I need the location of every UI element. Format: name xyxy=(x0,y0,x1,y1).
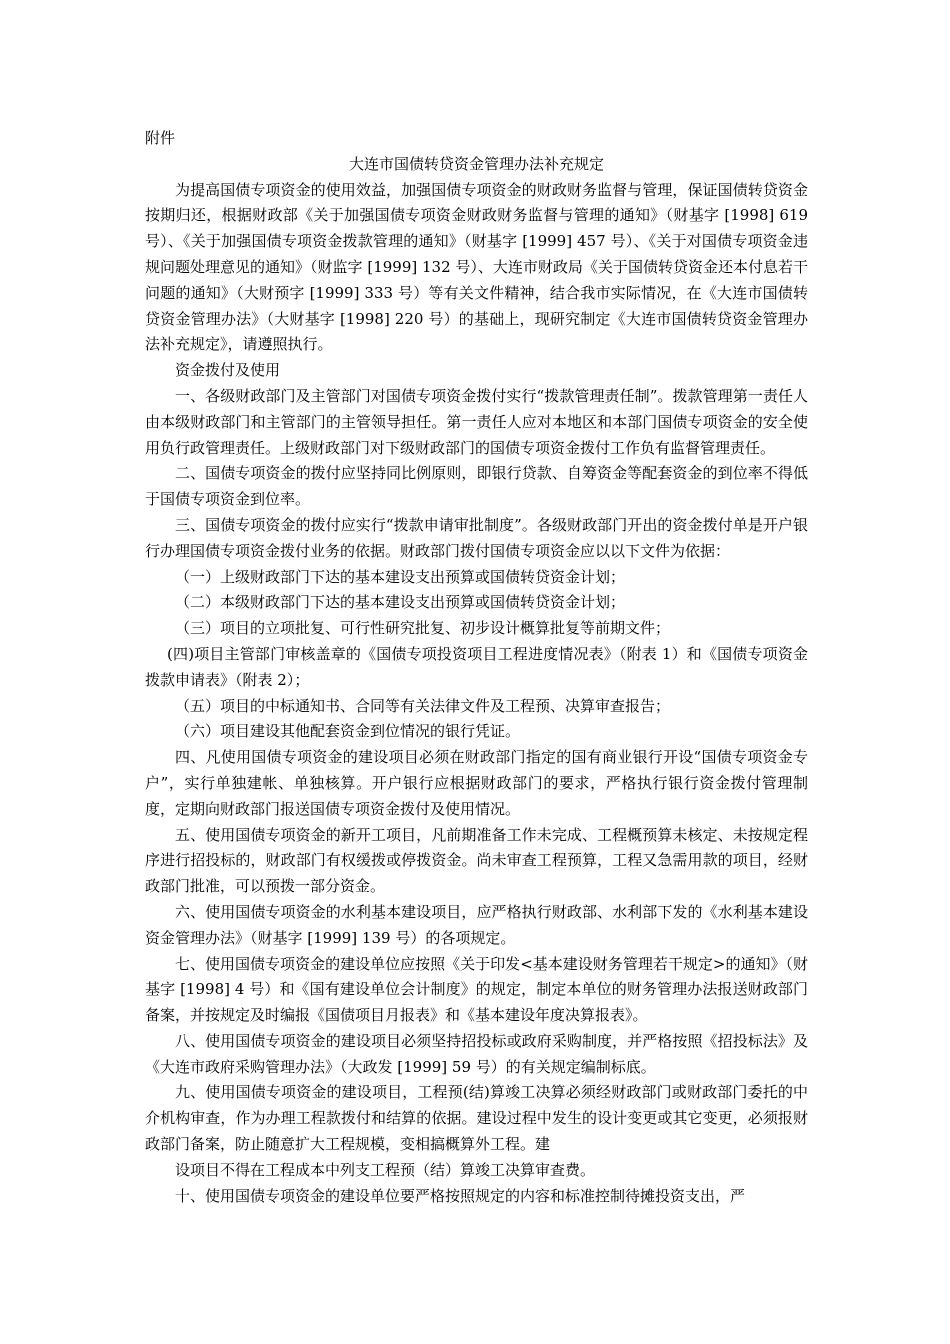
list-item: （一）上级财政部门下达的基本建设支出预算或国债转贷资金计划； xyxy=(175,567,626,586)
clause-10: 十、使用国债专项资金的建设单位要严格按照规定的内容和标准控制待摊投资支出，严 xyxy=(175,1186,746,1205)
list-item: (四)项目主管部门审核盖章的《国债专项投资项目工程进度情况表》（附表 1）和《国债专项资金拨款申请表》（附表 2）； xyxy=(145,644,808,689)
section-heading: 资金拨付及使用 xyxy=(175,361,281,380)
intro-paragraph: 为提高国债专项资金的使用效益，加强国债专项资金的财政财务监督与管理，保证国债转贷资金按期归还，根据财政部《关于加强国债专项资金财政财务监督与管理的通知》（财基字 [1998] 619 号）、《关于加强国债专项资金拨款管理的通知》（财基字 [1999] 457 号）、《关于对国债专项资金违规问题处理意见的通知》（财监字 [1999] 132 号）、大连市财政局《关于国债转贷资金还本付息若干问题的通知》（大财预字 [1999] 333 号）等有关文件精神，结合我市实际情况，在《大连市国债转贷资金管理办法》（大财基字 [1998] 220 号）的基础上，现研究制定《大连市国债转贷资金管理办法补充规定》，请遵照执行。 xyxy=(145,180,808,354)
document-body xyxy=(145,126,808,1209)
clause-8: 八、使用国债专项资金的建设项目必须坚持招投标或政府采购制度，并严格按照《招投标法》及《大连市政府采购管理办法》（大政发 [1999] 59 号）的有关规定编制标底。 xyxy=(145,1031,808,1076)
list-item: （六）项目建设其他配套资金到位情况的银行凭证。 xyxy=(175,722,521,741)
attachment-label: 附件 xyxy=(145,129,176,147)
list-item: （五）项目的中标通知书、合同等有关法律文件及工程预、决算审查报告； xyxy=(175,696,671,715)
clause-6: 六、使用国债专项资金的水利基本建设项目，应严格执行财政部、水利部下发的《水利基本建设资金管理办法》（财基字 [1999] 139 号）的各项规定。 xyxy=(145,902,808,947)
clause-1: 一、各级财政部门及主管部门对国债专项资金拨付实行“拨款管理责任制”。拨款管理第一责任人由本级财政部门和主管部门的主管领导担任。第一责任人应对本地区和本部门国债专项资金的安全使用负行政管理责任。上级财政部门对下级财政部门的国债专项资金拨付工作负有监督管理责任。 xyxy=(145,386,808,457)
clause-4: 四、凡使用国债专项资金的建设项目必须在财政部门指定的国有商业银行开设“国债专项资金专户”，实行单独建帐、单独核算。开户银行应根据财政部门的要求，严格执行银行资金拨付管理制度，定期向财政部门报送国债专项资金拨付及使用情况。 xyxy=(145,748,808,818)
clause-3: 三、国债专项资金的拨付应实行“拨款申请审批制度”。各级财政部门开出的资金拨付单是开户银行办理国债专项资金拨付业务的依据。财政部门拨付国债专项资金应以以下文件为依据： xyxy=(145,515,808,560)
clause-2: 二、国债专项资金的拨付应坚持同比例原则，即银行贷款、自筹资金等配套资金的到位率不得低于国债专项资金到位率。 xyxy=(145,464,808,509)
clause-9: 九、使用国债专项资金的建设项目，工程预(结)算竣工决算必须经财政部门或财政部门委托的中介机构审查，作为办理工程款拨付和结算的依据。建设过程中发生的设计变更或其它变更，必须报财政部门备案，防止随意扩大工程规模，变相搞概算外工程。建 xyxy=(145,1083,808,1154)
clause-9-continued: 设项目不得在工程成本中列支工程预（结）算竣工决算审查费。 xyxy=(175,1160,596,1179)
list-item: （二）本级财政部门下达的基本建设支出预算或国债转贷资金计划； xyxy=(175,593,626,612)
document-title: 大连市国债转贷资金管理办法补充规定 xyxy=(348,154,604,173)
clause-7: 七、使用国债专项资金的建设单位应按照《关于印发<基本建设财务管理若干规定>的通知》（财基字 [1998] 4 号）和《国有建设单位会计制度》的规定，制定本单位的财务管理办法报送财政部门备案，并按规定及时编报《国债项目月报表》和《基本建设年度决算报表》。 xyxy=(145,954,808,1025)
list-item: （三）项目的立项批复、可行性研究批复、初步设计概算批复等前期文件； xyxy=(175,619,671,638)
clause-5: 五、使用国债专项资金的新开工项目，凡前期准备工作未完成、工程概预算未核定、未按规定程序进行招投标的，财政部门有权缓拨或停拨资金。尚未审查工程预算，工程又急需用款的项目，经财政部门批准，可以预拨一部分资金。 xyxy=(145,825,808,896)
